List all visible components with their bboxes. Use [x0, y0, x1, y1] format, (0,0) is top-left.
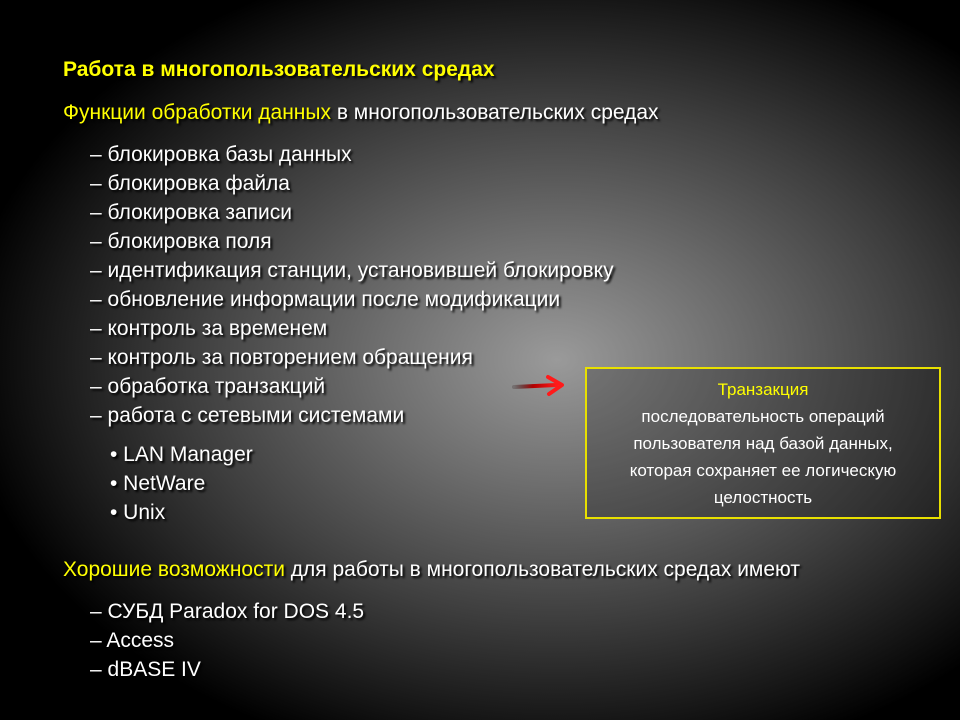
red-right-arrow-icon [512, 373, 568, 399]
list-item: – СУБД Paradox for DOS 4.5 [90, 600, 365, 623]
definition-line: пользователя над базой данных, [633, 433, 893, 453]
list-item: – работа с сетевыми системами [90, 404, 405, 427]
list-item: – блокировка записи [90, 201, 293, 224]
definition-line: которая сохраняет ее логическую [629, 460, 897, 480]
section-heading-rest: для работы в многопользовательских средах имеют [284, 558, 800, 581]
section-heading-highlight: Хорошие возможности [63, 558, 285, 581]
list-item: – контроль за повторением обращения [90, 346, 473, 369]
dbms-list [90, 597, 364, 684]
list-item-transactions: – обработка транзакций [90, 375, 326, 398]
section-heading-rest: в многопользовательских средах [330, 101, 659, 124]
definition-line: последовательность операций [641, 406, 885, 426]
list-item: – Access [90, 629, 175, 652]
section-heading-capabilities [63, 558, 800, 582]
list-item: – блокировка файла [90, 172, 290, 195]
section-heading-highlight: Функции обработки данных [63, 101, 331, 124]
list-item: – блокировка базы данных [90, 143, 352, 166]
network-systems-list [110, 440, 253, 527]
section-heading-functions [63, 101, 659, 125]
definition-line: целостность [713, 487, 813, 507]
list-item: – идентификация станции, установившей блокировку [90, 259, 614, 282]
list-item: – обновление информации после модификации [90, 288, 561, 311]
list-item: – dBASE IV [90, 658, 201, 681]
list-item: – контроль за временем [90, 317, 328, 340]
list-item: • LAN Manager [110, 443, 253, 466]
list-item: – блокировка поля [90, 230, 272, 253]
slide-title: Работа в многопользовательских средах [63, 58, 495, 81]
list-item: • Unix [110, 501, 166, 524]
transaction-definition-box [585, 367, 941, 519]
definition-title: Транзакция [717, 379, 809, 399]
list-item: • NetWare [110, 472, 206, 495]
